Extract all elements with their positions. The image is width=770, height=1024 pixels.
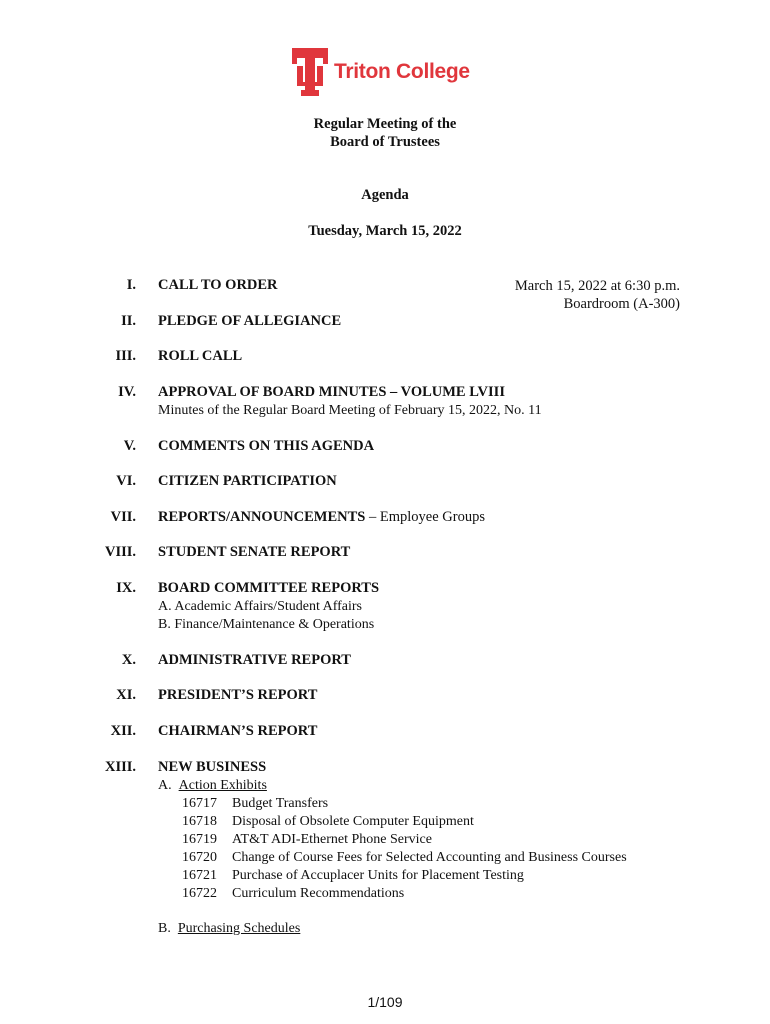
exhibit-row (182, 867, 524, 885)
college-logo (292, 48, 470, 96)
meeting-line-2: Board of Trustees (330, 134, 440, 150)
document-title: Agenda (361, 187, 409, 203)
item-subtext: A. Academic Affairs/Student Affairs (158, 599, 362, 614)
item-title: CITIZEN PARTICIPATION (158, 473, 337, 489)
item-number: XIII. (104, 759, 136, 775)
meeting-info (515, 277, 680, 313)
item-number: IX. (116, 580, 136, 596)
item-number: X. (121, 652, 136, 668)
meeting-time: March 15, 2022 at 6:30 p.m. (514, 278, 680, 294)
exhibit-row (182, 813, 474, 831)
item-title: PRESIDENT’S REPORT (158, 687, 318, 703)
item-title: CALL TO ORDER (158, 277, 278, 293)
item-number: III. (115, 348, 136, 364)
action-exhibits-heading (158, 777, 267, 795)
exhibit-row (182, 849, 627, 867)
item-title (158, 509, 485, 526)
item-title: CHAIRMAN’S REPORT (158, 723, 318, 739)
meeting-date: Tuesday, March 15, 2022 (308, 223, 462, 239)
item-subtext: Minutes of the Regular Board Meeting of February 15, 2022, No. 11 (158, 403, 542, 418)
exhibit-row (182, 795, 328, 813)
item-title-suffix: – Employee Groups (365, 509, 485, 525)
item-title: ADMINISTRATIVE REPORT (158, 652, 351, 668)
page-number: 1/109 (367, 994, 403, 1010)
exhibit-desc: Curriculum Recommendations (232, 886, 405, 901)
exhibit-code: 16722 (182, 886, 217, 901)
section-prefix: B. (158, 921, 171, 936)
item-title: APPROVAL OF BOARD MINUTES – VOLUME LVIII (158, 384, 505, 400)
item-number: VII. (110, 509, 136, 525)
item-subtext: B. Finance/Maintenance & Operations (158, 617, 375, 632)
exhibit-desc: Budget Transfers (232, 796, 329, 811)
item-number: I. (126, 277, 136, 293)
exhibit-code: 16719 (182, 832, 217, 847)
item-title: COMMENTS ON THIS AGENDA (158, 438, 375, 454)
exhibit-row (182, 885, 404, 903)
item-title: ROLL CALL (158, 348, 243, 364)
item-number: IV. (118, 384, 136, 400)
exhibit-desc: Change of Course Fees for Selected Accounting and Business Courses (232, 850, 627, 865)
item-number: XII. (110, 723, 136, 739)
item-title: PLEDGE OF ALLEGIANCE (158, 313, 342, 329)
item-title-text: REPORTS/ANNOUNCEMENTS (158, 509, 366, 525)
exhibit-code: 16720 (182, 850, 217, 865)
meeting-location: Boardroom (A-300) (563, 296, 680, 312)
exhibit-code: 16717 (182, 796, 217, 811)
item-number: II. (121, 313, 136, 329)
exhibit-row (182, 831, 432, 849)
exhibit-desc: Purchase of Accuplacer Units for Placement Testing (232, 868, 524, 883)
action-exhibits-link[interactable]: Action Exhibits (178, 778, 267, 793)
triton-tc-logo-icon (292, 48, 328, 96)
exhibit-code: 16718 (182, 814, 217, 829)
item-number: VIII. (104, 544, 136, 560)
item-title: NEW BUSINESS (158, 759, 267, 775)
purchasing-schedules-link[interactable]: Purchasing Schedules (177, 921, 301, 936)
item-number: V. (123, 438, 136, 454)
item-number: XI. (116, 687, 136, 703)
meeting-line-1: Regular Meeting of the (313, 116, 457, 132)
exhibit-code: 16721 (182, 868, 217, 883)
logo-text: Triton College (334, 60, 470, 83)
item-title: STUDENT SENATE REPORT (158, 544, 351, 560)
purchasing-schedules-heading (158, 920, 300, 938)
item-number: VI. (116, 473, 136, 489)
exhibit-desc: Disposal of Obsolete Computer Equipment (232, 814, 474, 829)
section-prefix: A. (158, 778, 172, 793)
exhibit-desc: AT&T ADI-Ethernet Phone Service (232, 832, 432, 847)
item-title: BOARD COMMITTEE REPORTS (158, 580, 380, 596)
